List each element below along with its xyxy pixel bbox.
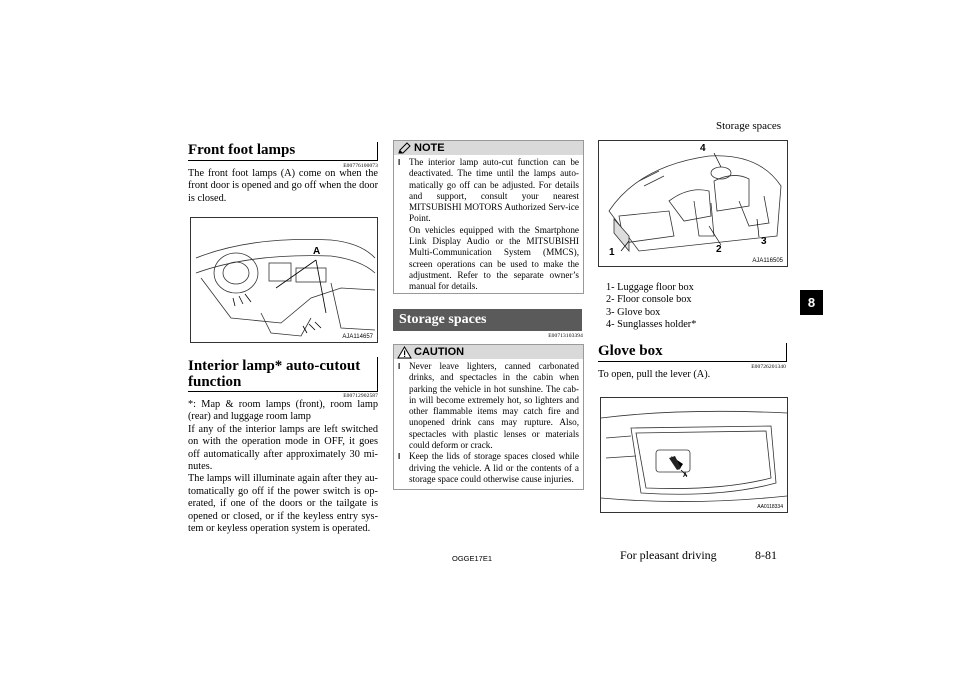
dashboard-drawing <box>191 218 377 342</box>
warning-triangle-icon <box>397 346 412 359</box>
caution-label: CAUTION <box>414 346 465 358</box>
interior-lamp-title-line2: function <box>188 374 242 390</box>
list-item: 3- Glove box <box>606 306 661 318</box>
list-item: 4- Sunglasses holder* <box>606 319 697 331</box>
title-rule-tick <box>377 142 378 161</box>
chapter-tab-number: 8 <box>807 295 816 310</box>
chapter-tab <box>800 290 823 315</box>
note-header <box>394 141 583 155</box>
illustration-code: AA0118334 <box>757 504 783 510</box>
storage-spaces-title: Storage spaces <box>399 312 487 327</box>
note-paragraph-2: On vehicles equipped with the Smartphone Link Display Audio or the MITSUBISHI Multi-Communication System (MMCS), screen operations can be used to make the adjustment. Refer to the separate owner’s manual for details. <box>409 224 579 292</box>
bullet-icon: l <box>398 158 401 167</box>
note-body <box>394 155 583 293</box>
callout-label-3: 3 <box>761 236 767 247</box>
section-code: E00712902587 <box>343 393 378 399</box>
interior-lamp-text <box>188 399 378 535</box>
footer-chapter: For pleasant driving <box>620 548 717 562</box>
note-box <box>393 140 584 294</box>
glove-box-illustration <box>600 397 788 513</box>
glove-box-text: To open, pull the lever (A). <box>598 369 711 380</box>
caution-item <box>398 451 579 485</box>
illustration-code: AJA116505 <box>752 258 783 264</box>
front-foot-lamps-title: Front foot lamps <box>188 142 296 158</box>
note-item <box>398 157 579 225</box>
bullet-icon: l <box>398 362 401 371</box>
list-item: 2- Floor console box <box>606 294 692 306</box>
section-code: E00713103394 <box>548 333 583 339</box>
pencil-note-icon <box>398 142 412 154</box>
callout-label-2: 2 <box>716 244 722 255</box>
note-item <box>398 225 579 293</box>
title-underline <box>598 361 787 362</box>
callout-label-1: 1 <box>609 247 615 258</box>
footer-code: OGGE17E1 <box>452 554 493 563</box>
title-underline <box>188 391 378 392</box>
glove-box-title: Glove box <box>598 343 663 359</box>
storage-spaces-illustration <box>598 140 788 267</box>
caution-header <box>394 345 583 359</box>
page-number: 8-81 <box>755 548 777 562</box>
callout-label-a: A <box>313 246 321 257</box>
caution-item-2: Keep the lids of storage spaces closed while driving the vehicle. A lid or the contents of a storage space could otherwise cause injuries. <box>409 451 579 484</box>
front-foot-lamps-illustration <box>190 217 378 343</box>
interior-lamp-paragraph-1: If any of the interior lamps are left switched on with the operation mode in OFF, it goes off automatically after approximately 30 mi-nutes. <box>188 423 378 473</box>
storage-list <box>606 282 786 332</box>
callout-label-a: A <box>683 473 688 479</box>
callout-label-4: 4 <box>700 143 706 154</box>
interior-lamp-title-line1: Interior lamp* auto-cutout <box>188 358 361 374</box>
glove-box-drawing <box>601 398 787 512</box>
interior-lamp-footnote: *: Map & room lamps (front), room lamp (rear) and luggage room lamp <box>188 399 378 423</box>
note-label: NOTE <box>414 142 445 154</box>
note-paragraph-1: The interior lamp auto-cut function can be deactivated. The time until the lamps auto-matically go off can be adjusted. For details and support, consult your nearest MITSUBISHI MOTORS Authorized Serv-ice Point. <box>409 157 579 224</box>
title-rule-tick <box>377 357 378 392</box>
caution-body <box>394 359 583 485</box>
running-header: Storage spaces <box>716 120 782 132</box>
caution-item <box>398 361 579 451</box>
title-underline <box>188 160 378 161</box>
caution-item-1: Never leave lighters, canned carbonated drinks, and spectacles in the cabin when parking the vehicle in hot sunshine. The cab-in will become extremely hot, so lighters and other flammable items may catch fire and unopened drink cans may rupture. Also, spectacles with plastic lenses or materials could deform or crack. <box>409 361 579 451</box>
section-code: E00726201340 <box>751 364 786 370</box>
list-item: 1- Luggage floor box <box>606 282 694 293</box>
title-rule-tick <box>786 343 787 362</box>
caution-box <box>393 344 584 490</box>
interior-lamp-paragraph-2: The lamps will illuminate again after they au-tomatically go off if the power switch is op-erated, if one of the doors or the tailgate is opened or closed, or if the keyless entry sys-tem or keyless operation system is operated. <box>188 473 378 535</box>
cabin-cutaway-drawing <box>599 141 787 266</box>
front-foot-lamps-text: The front foot lamps (A) come on when the front door is opened and go off when the door is closed. <box>188 168 378 204</box>
illustration-code: AJA114657 <box>342 334 373 340</box>
section-code: E00776100073 <box>343 163 378 169</box>
bullet-icon: l <box>398 452 401 462</box>
storage-spaces-heading <box>393 309 582 331</box>
